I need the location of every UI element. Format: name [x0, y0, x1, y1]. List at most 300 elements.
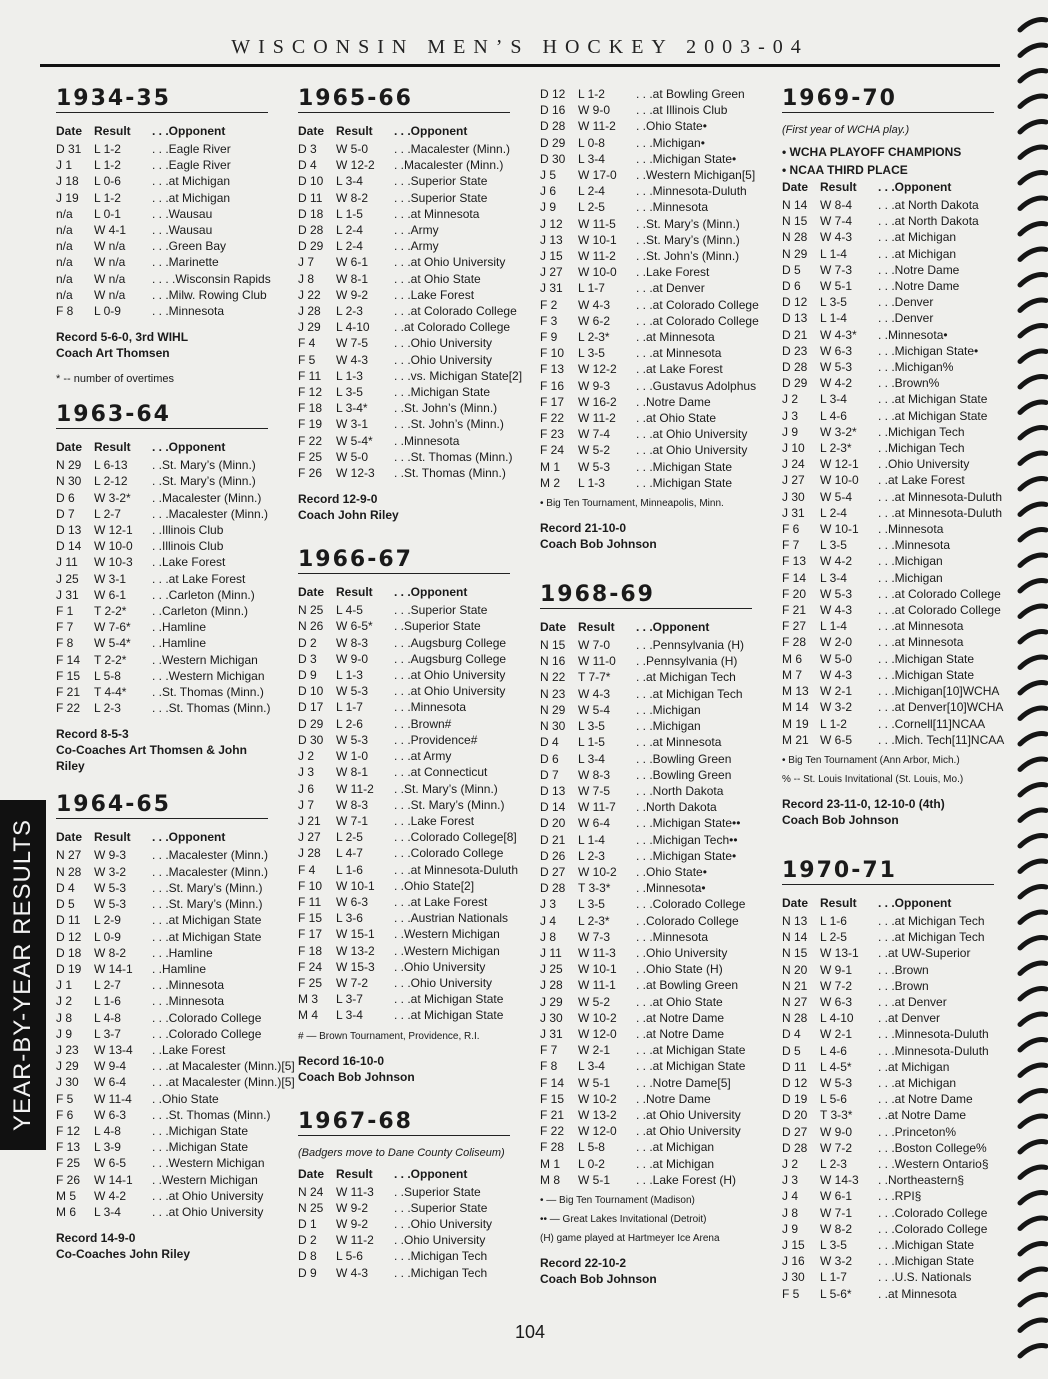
game-result: L 4-7 — [336, 846, 363, 861]
game-result: W 4-3 — [578, 686, 611, 701]
game-result: W 7-3 — [820, 262, 853, 277]
game-opponent: . . .Colorado College — [878, 1221, 988, 1236]
season-highlight: • NCAA THIRD PLACE — [782, 163, 908, 177]
game-result: W 7-1 — [820, 1205, 853, 1220]
game-opponent: . . .Michigan State — [636, 459, 733, 474]
game-opponent: . . .at Bowling Green — [636, 87, 745, 101]
game-result: L 2-3 — [336, 304, 363, 319]
season-note: •• — Great Lakes Invitational (Detroit) — [540, 1213, 707, 1225]
game-row — [540, 848, 752, 864]
game-row — [56, 157, 268, 173]
game-result: W 10-2 — [578, 1091, 617, 1106]
game-result: L 2-4 — [578, 184, 605, 199]
game-date: J 24 — [782, 457, 805, 472]
game-row — [782, 1269, 994, 1285]
game-result: W 8-3 — [336, 797, 369, 812]
game-opponent: . . .Michigan Tech — [394, 1265, 488, 1280]
game-date: J 3 — [782, 1173, 799, 1188]
game-opponent: . . .Wausau — [152, 223, 213, 238]
game-result: L 1-6 — [336, 862, 363, 877]
game-date: D 17 — [298, 700, 324, 715]
game-result: L 3-4 — [578, 751, 605, 766]
results-header — [782, 895, 994, 911]
game-result: W 5-4* — [94, 636, 131, 651]
spiral-coil — [1020, 45, 1046, 56]
game-result: W 6-3 — [820, 994, 853, 1009]
game-row — [56, 571, 268, 587]
game-row — [540, 248, 752, 264]
game-row — [782, 197, 994, 213]
game-row — [56, 287, 268, 303]
game-result: L 2-5 — [820, 930, 847, 945]
game-opponent: . . .Colorado College — [394, 846, 504, 861]
game-result: W 6-1 — [336, 255, 369, 270]
game-row — [540, 459, 752, 475]
season-rule — [298, 112, 510, 113]
game-result: L 4-5 — [336, 603, 363, 618]
game-opponent: . .at Minnesota — [636, 330, 715, 345]
game-date: J 25 — [540, 962, 563, 977]
game-opponent: . . .Michigan State — [636, 475, 733, 490]
game-date: D 29 — [540, 135, 566, 150]
game-row — [782, 456, 994, 472]
game-date: F 7 — [56, 620, 74, 635]
game-opponent: . . .at Minnesota — [878, 635, 964, 650]
game-row — [298, 1248, 510, 1264]
game-opponent: . .St. John’s (Minn.) — [394, 401, 498, 416]
game-row — [540, 669, 752, 685]
game-date: n/a — [56, 271, 73, 286]
game-row — [298, 368, 523, 384]
season-coach: Coach Bob Johnson — [782, 812, 899, 827]
game-row — [782, 618, 994, 634]
game-row — [56, 929, 268, 945]
game-result: W 9-2 — [336, 1216, 369, 1231]
game-row — [782, 1156, 994, 1172]
game-row — [56, 912, 268, 928]
game-result: W 5-1 — [578, 1172, 611, 1187]
game-date: J 8 — [56, 1010, 73, 1025]
game-result: W 15-1 — [336, 927, 375, 942]
game-row — [56, 635, 268, 651]
game-opponent: . .at Denver — [878, 1011, 941, 1026]
game-result: W 9-3 — [578, 378, 611, 393]
opponent-header: . . .Opponent — [394, 585, 468, 600]
game-date: J 27 — [540, 265, 563, 280]
game-opponent: . . .Ohio University — [394, 975, 493, 990]
game-result: W 4-2 — [820, 376, 853, 391]
game-opponent: . . .St. Mary’s (Minn.) — [152, 880, 263, 895]
game-opponent: . . .Superior State — [394, 603, 488, 618]
game-result: L 5-6* — [820, 1286, 852, 1301]
game-result: W 5-0 — [336, 449, 369, 464]
game-row — [56, 700, 271, 716]
game-result: W 10-1 — [578, 962, 617, 977]
game-result: L 1-7 — [336, 700, 363, 715]
game-row — [782, 1205, 994, 1221]
game-date: J 7 — [298, 797, 315, 812]
game-result: W 13-2 — [336, 943, 375, 958]
game-result: W 4-1 — [94, 223, 127, 238]
game-row — [782, 505, 1003, 521]
game-opponent: . . .at Colorado College — [878, 586, 1001, 601]
game-date: D 13 — [782, 311, 808, 326]
game-row — [782, 1124, 994, 1140]
game-opponent: . . .vs. Michigan State[2] — [394, 368, 523, 383]
game-row — [298, 206, 510, 222]
game-date: F 13 — [540, 362, 565, 377]
game-date: J 29 — [540, 994, 563, 1009]
side-tab — [0, 800, 46, 1150]
game-row — [298, 335, 510, 351]
game-result: W 7-2 — [820, 1140, 853, 1155]
season-footnote: * -- number of overtimes — [56, 373, 174, 386]
game-opponent: . .St. Thomas (Minn.) — [394, 466, 506, 481]
game-row — [298, 894, 510, 910]
game-row — [782, 1188, 994, 1204]
game-result: W 12-1 — [94, 523, 133, 538]
game-opponent: . . .Milw. Rowing Club — [152, 287, 267, 302]
game-date: D 6 — [56, 490, 75, 505]
game-opponent: . . .at Colorado College — [394, 304, 517, 319]
game-date: N 15 — [782, 946, 808, 961]
game-opponent: . . .at Michigan — [636, 1140, 715, 1155]
game-result: L 4-8 — [94, 1010, 121, 1025]
game-opponent: . . .Hamline — [152, 945, 213, 960]
game-row — [298, 829, 517, 845]
game-result: W 2-1 — [820, 1027, 853, 1042]
date-header: Date — [56, 440, 83, 455]
game-row — [540, 913, 752, 929]
game-result: L 3-4 — [820, 570, 847, 585]
game-result: W 13-2 — [578, 1107, 617, 1122]
game-row — [540, 426, 752, 442]
spiral-coil — [1020, 580, 1046, 591]
season-note: • Big Ten Tournament, Minneapolis, Minn. — [540, 498, 724, 510]
game-result: W 8-4 — [820, 198, 853, 212]
spiral-coil — [1020, 223, 1046, 234]
game-opponent: . . .at Minnesota — [878, 619, 964, 634]
game-row — [56, 847, 268, 863]
game-row — [56, 473, 268, 489]
game-opponent: . . .at Colorado College — [878, 603, 1001, 618]
game-result: W 13-1 — [820, 946, 859, 961]
game-result: L 3-5 — [578, 719, 605, 734]
spiral-coil — [1020, 861, 1046, 872]
game-date: J 9 — [56, 1026, 73, 1041]
game-date: J 6 — [540, 184, 557, 199]
game-result: L 3-7 — [94, 1026, 121, 1041]
game-date: D 9 — [298, 668, 317, 683]
game-result: W 8-3 — [578, 767, 611, 782]
game-result: W 7-4 — [578, 427, 611, 442]
spiral-coil — [1020, 1345, 1046, 1356]
game-result: W 2-0 — [820, 635, 853, 650]
game-opponent: . . .at Minnesota — [636, 346, 722, 361]
game-row — [782, 294, 994, 310]
game-date: M 5 — [56, 1188, 77, 1203]
game-date: F 2 — [540, 297, 558, 312]
season-block-1968-69 — [540, 582, 752, 1287]
game-opponent: . . .Cornell[11]NCAA — [878, 716, 986, 731]
opponent-header: . . .Opponent — [636, 620, 710, 635]
game-row — [298, 618, 510, 634]
game-date: D 29 — [298, 239, 324, 254]
game-row — [298, 238, 510, 254]
game-result: L 1-5 — [578, 735, 605, 750]
game-row — [782, 1026, 994, 1042]
game-opponent: . . .Colorado College — [152, 1026, 262, 1041]
game-opponent: . . .St. Thomas (Minn.) — [394, 449, 513, 464]
game-opponent: . .Illinois Club — [152, 539, 224, 554]
game-row — [782, 732, 1005, 748]
game-result: L 0-8 — [578, 135, 605, 150]
result-header: Result — [578, 620, 615, 635]
game-row — [56, 254, 268, 270]
game-date: D 4 — [782, 1027, 801, 1042]
game-result: L 4-10 — [820, 1011, 854, 1026]
game-date: F 23 — [540, 427, 565, 442]
game-row — [782, 945, 994, 961]
game-opponent: . . .Minnesota-Duluth — [878, 1027, 989, 1042]
game-row — [540, 1042, 752, 1058]
spiral-coil — [1020, 147, 1046, 158]
game-result: L 0-9 — [94, 929, 121, 944]
game-opponent: . . .Michigan% — [878, 360, 954, 375]
game-row — [782, 521, 994, 537]
game-date: D 11 — [782, 1059, 807, 1074]
result-header: Result — [94, 830, 131, 845]
game-row — [540, 864, 752, 880]
game-result: W 5-4 — [820, 489, 853, 504]
game-result: L 3-5 — [578, 897, 605, 912]
game-date: D 28 — [782, 360, 808, 375]
game-date: F 19 — [298, 417, 323, 432]
game-result: L 3-4* — [336, 401, 368, 416]
game-opponent: . . .at Ohio State — [636, 994, 723, 1009]
game-opponent: . . .at Michigan State — [152, 929, 262, 944]
game-result: L 0-2 — [578, 1156, 605, 1171]
season-block-1963-64 — [56, 402, 271, 774]
opponent-header: . . .Opponent — [152, 124, 226, 138]
game-result: W 7-6* — [94, 620, 131, 635]
game-result: L 3-5 — [578, 346, 605, 361]
game-row — [298, 319, 510, 335]
game-result: L 1-2 — [820, 716, 847, 731]
game-result: W 14-3 — [820, 1173, 859, 1188]
game-opponent: . .at Ohio University — [636, 1124, 741, 1139]
season-coach: Coach Bob Johnson — [540, 537, 657, 552]
game-opponent: . . .Brown# — [394, 716, 452, 731]
game-date: N 28 — [782, 230, 808, 245]
game-result: W 8-1 — [336, 765, 369, 780]
game-opponent: . . .Colorado College — [878, 1205, 988, 1220]
game-date: N 24 — [298, 1184, 324, 1199]
season-rule — [298, 573, 510, 574]
game-date: J 16 — [782, 1254, 805, 1269]
game-opponent: . . .Green Bay — [152, 239, 227, 254]
game-date: N 20 — [782, 962, 808, 977]
game-result: L 3-4 — [336, 1008, 363, 1023]
game-opponent: . . .at North Dakota — [878, 198, 979, 212]
spiral-coil — [1020, 70, 1046, 81]
game-date: N 26 — [298, 619, 324, 634]
game-result: L 1-3 — [336, 368, 363, 383]
game-date: J 29 — [56, 1059, 79, 1074]
season-block-1966-67 — [298, 547, 519, 1084]
game-opponent: . .St. John’s (Minn.) — [636, 249, 740, 264]
game-opponent: . . .Michigan Tech•• — [636, 832, 738, 847]
date-header: Date — [782, 180, 809, 194]
game-row — [540, 1075, 752, 1091]
game-result: W 5-3 — [94, 897, 127, 912]
game-opponent: . . .Lake Forest — [394, 813, 475, 828]
game-date: J 11 — [56, 555, 78, 570]
game-opponent: . . .Michigan State — [878, 667, 975, 682]
game-row — [298, 845, 510, 861]
results-header — [298, 123, 510, 139]
game-result: W 12-2 — [578, 362, 617, 377]
game-result: W n/a — [94, 287, 126, 302]
game-row — [540, 767, 752, 783]
game-result: W 3-1 — [336, 417, 369, 432]
game-row — [298, 384, 510, 400]
game-row — [540, 216, 752, 232]
game-opponent: . . .at Lake Forest — [394, 894, 488, 909]
game-opponent: . .Ohio University — [636, 945, 728, 960]
game-date: N 28 — [782, 1011, 808, 1026]
game-date: F 15 — [540, 1091, 565, 1106]
game-row — [298, 465, 510, 481]
game-date: J 21 — [298, 813, 321, 828]
game-result: W 5-1 — [578, 1075, 611, 1090]
game-opponent: . . .at Michigan State — [394, 992, 504, 1007]
game-date: J 2 — [56, 994, 73, 1009]
game-date: F 26 — [56, 1172, 81, 1187]
game-date: N 22 — [540, 670, 566, 685]
game-opponent: . . .Carleton (Minn.) — [152, 587, 255, 602]
game-opponent: . .Ohio State (H) — [636, 962, 723, 977]
game-result: W 7-4 — [820, 214, 853, 229]
game-opponent: . .Macalester (Minn.) — [152, 490, 262, 505]
season-record: Record 14-9-0 — [56, 1231, 136, 1246]
game-date: J 30 — [56, 1075, 79, 1090]
game-result: L 0-6 — [94, 174, 121, 189]
game-opponent: . . .Brown — [878, 962, 929, 977]
game-result: L 4-6 — [820, 1043, 847, 1058]
season-coach: Coach Bob Johnson — [298, 1069, 415, 1084]
game-date: F 21 — [540, 1107, 565, 1122]
game-row — [540, 442, 752, 458]
game-result: W 5-1 — [820, 279, 853, 294]
game-date: D 2 — [298, 1233, 317, 1248]
opponent-header: . . .Opponent — [394, 1166, 468, 1181]
game-opponent: . .at Ohio State — [636, 411, 717, 426]
season-coach: Co-Coaches Art Thomsen & John Riley — [56, 743, 247, 774]
game-date: J 4 — [540, 913, 557, 928]
season-title: 1970-71 — [782, 857, 897, 883]
season-intro: (First year of WCHA play.) — [782, 124, 910, 136]
game-result: L 0-1 — [94, 206, 121, 221]
game-date: F 6 — [56, 1107, 74, 1122]
game-opponent: . . .at Minnesota-Duluth — [878, 489, 1003, 504]
game-result: W 9-2 — [336, 287, 369, 302]
date-header: Date — [56, 124, 83, 138]
game-result: W 8-2 — [336, 190, 369, 205]
game-row — [56, 271, 271, 287]
game-row — [298, 352, 510, 368]
game-result: W 3-1 — [94, 571, 127, 586]
game-result: W 11-3 — [578, 945, 616, 960]
game-row — [56, 1074, 295, 1090]
game-opponent: . . .Minnesota-Duluth — [878, 1043, 989, 1058]
game-result: L 1-2 — [578, 87, 605, 101]
date-header: Date — [540, 620, 567, 635]
game-date: M 2 — [540, 475, 561, 490]
game-opponent: . .Minnesota — [394, 433, 460, 448]
game-opponent: . . .Minnesota — [152, 994, 225, 1009]
season-block-1969-70 — [782, 86, 1005, 828]
game-opponent: . . .at Illinois Club — [636, 103, 728, 118]
spiral-coil — [1020, 300, 1046, 311]
game-opponent: . .St. Mary’s (Minn.) — [152, 458, 256, 473]
game-opponent: . . .Boston College% — [878, 1140, 987, 1155]
game-row — [782, 440, 994, 456]
spiral-coil — [1020, 963, 1046, 974]
game-date: N 27 — [56, 848, 82, 863]
game-opponent: . .Minnesota• — [878, 327, 948, 342]
game-opponent: . . .at Army — [394, 749, 452, 764]
game-date: F 17 — [540, 394, 565, 409]
game-date: F 7 — [782, 538, 800, 553]
game-result: W 12-1 — [820, 457, 859, 472]
spiral-binding — [1014, 10, 1048, 1370]
game-row — [298, 991, 510, 1007]
side-tab-label: YEAR-BY-YEAR RESULTS — [9, 818, 36, 1132]
game-date: N 25 — [298, 1200, 324, 1215]
game-opponent: . . .Michigan State• — [636, 848, 737, 863]
game-row — [56, 977, 268, 993]
game-date: N 29 — [540, 702, 566, 717]
game-opponent: . . .Brown% — [878, 376, 940, 391]
game-result: W 6-5* — [336, 619, 373, 634]
game-date: D 12 — [540, 87, 566, 101]
game-date: F 8 — [56, 304, 74, 319]
game-result: W 6-3 — [820, 343, 853, 358]
game-row — [782, 424, 994, 440]
game-opponent: . . .Army — [394, 239, 439, 254]
game-row — [782, 570, 994, 586]
result-header: Result — [336, 585, 373, 600]
game-date: n/a — [56, 255, 73, 270]
game-row — [56, 538, 268, 554]
season-note: (H) game played at Hartmeyer Ice Arena — [540, 1232, 720, 1244]
game-opponent: . .Superior State — [394, 619, 481, 634]
game-opponent: . . .at Michigan State — [152, 913, 262, 928]
game-row — [782, 553, 994, 569]
game-opponent: . . .Lake Forest — [394, 287, 475, 302]
game-date: D 3 — [298, 651, 317, 666]
game-opponent: . .Notre Dame — [636, 394, 711, 409]
game-date: D 13 — [540, 783, 566, 798]
game-opponent: . . .at Ohio University — [394, 668, 506, 683]
game-row — [782, 262, 994, 278]
game-row — [56, 1188, 268, 1204]
game-row — [298, 1184, 510, 1200]
game-result: L 1-7 — [578, 281, 605, 296]
game-result: W 11-2 — [336, 1233, 374, 1248]
game-date: D 27 — [540, 864, 566, 879]
